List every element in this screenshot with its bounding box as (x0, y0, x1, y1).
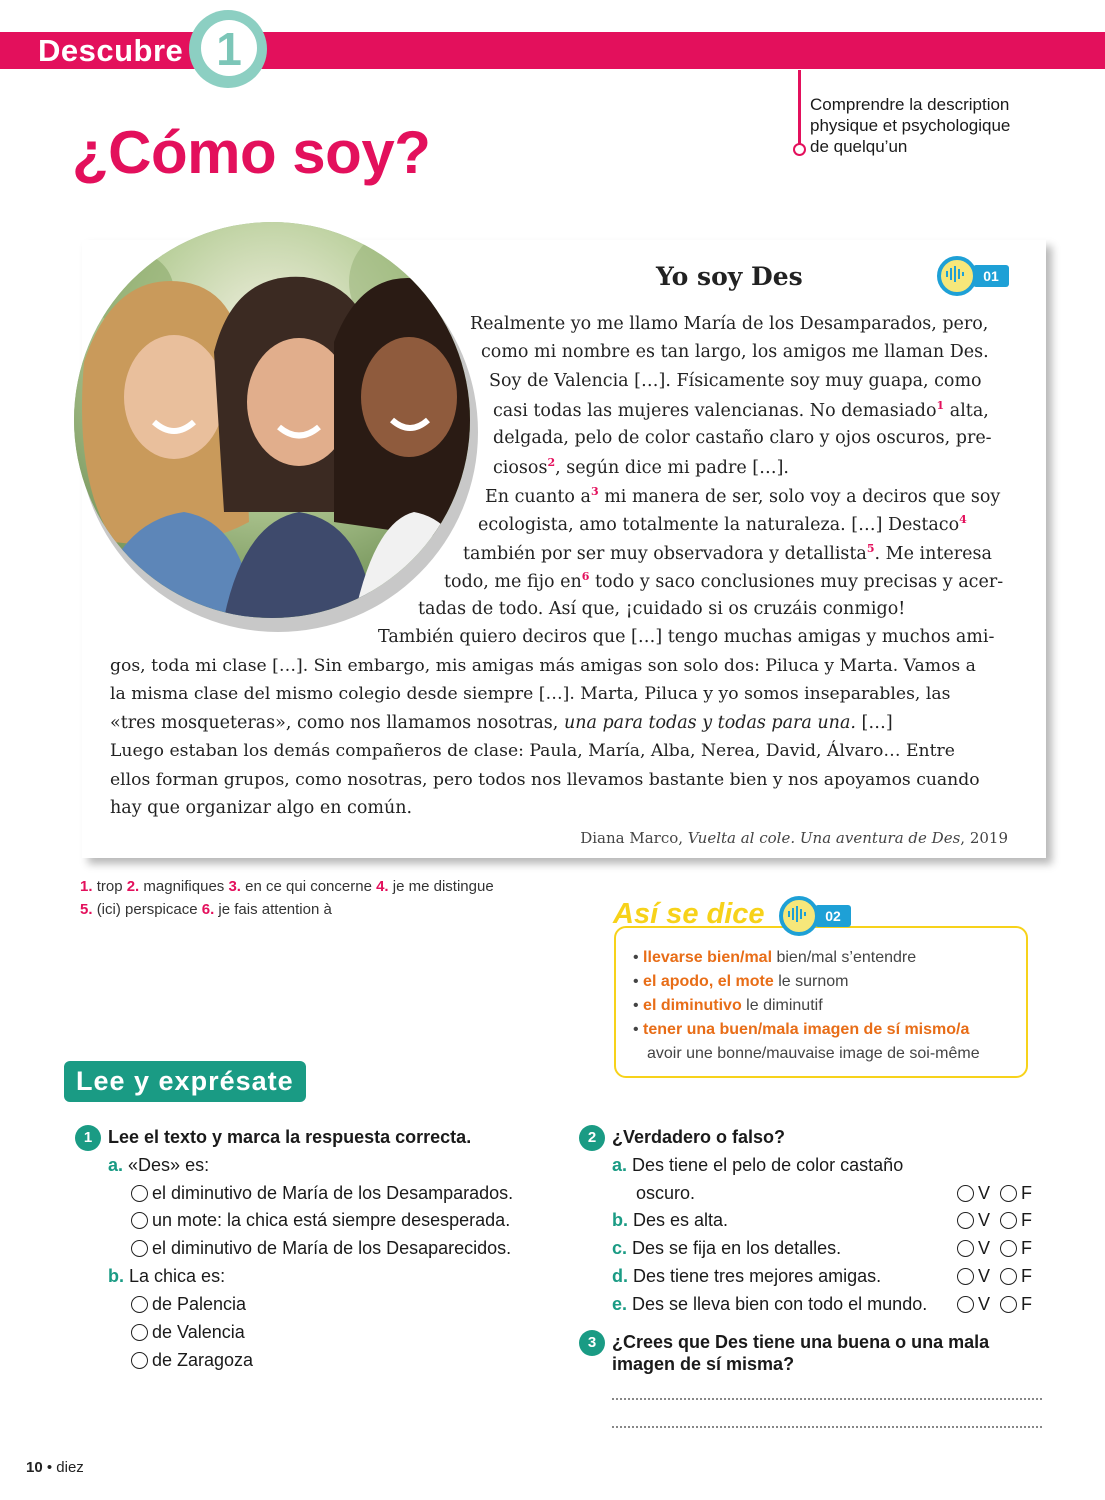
unit-number: 1 (201, 20, 257, 76)
reading-line: ciosos$^2$, según dice mi padre […]. (493, 456, 789, 478)
exercise-2-number: 2 (579, 1125, 605, 1151)
vf-item-d: d. Des tiene tres mejores amigas. (612, 1266, 882, 1286)
radio-button[interactable] (131, 1324, 148, 1341)
section-header: Lee y exprésate (64, 1061, 306, 1102)
radio-false[interactable] (1000, 1240, 1017, 1257)
radio-button[interactable] (131, 1352, 148, 1369)
reading-line: como mi nombre es tan largo, los amigos me llaman Des. (481, 342, 989, 362)
list-item: • el diminutivo le diminutif (633, 997, 823, 1014)
objective-dot (793, 143, 806, 156)
option-1b-2[interactable]: de Valencia (131, 1322, 245, 1343)
waveform-icon (787, 906, 809, 922)
reading-line: también por ser muy observadora y detallista$^5$. Me interesa (463, 542, 992, 564)
reading-line: ecologista, amo totalmente la naturaleza. […] Destaco$^4$ (478, 513, 967, 535)
reading-line: En cuanto a$^3$ mi manera de ser, solo voy a deciros que soy (485, 485, 1001, 507)
vf-item-e: e. Des se lleva bien con todo el mundo. (612, 1294, 928, 1314)
reading-source: Diana Marco, Vuelta al cole. Una aventura de Des, 2019 (580, 829, 1008, 847)
reading-line: También quiero deciros que […] tengo muchas amigas y muchos ami- (378, 627, 995, 647)
vf-item-c: c. Des se fija en los detalles. (612, 1238, 842, 1258)
audio-track-number: 01 (973, 265, 1009, 287)
exercise-1b-prompt: b. La chica es: (108, 1266, 226, 1286)
vf-choice-c[interactable]: V F (957, 1238, 1032, 1259)
reading-line: «tres mosqueteras», como nos llamamos nosotras, una para todas y todas para una. […] (110, 713, 893, 733)
objective-text (810, 94, 1050, 157)
reading-line: Realmente yo me llamo María de los Desamparados, pero, (470, 314, 989, 334)
vf-choice-e[interactable]: V F (957, 1294, 1032, 1315)
exercise-1-question: Lee el texto y marca la respuesta correcta. (108, 1127, 472, 1147)
radio-false[interactable] (1000, 1185, 1017, 1202)
list-item: • llevarse bien/mal bien/mal s’entendre (633, 949, 917, 966)
objective-line-3: de quelqu’un (810, 137, 908, 156)
vf-choice-a[interactable]: V F (957, 1183, 1032, 1204)
radio-false[interactable] (1000, 1212, 1017, 1229)
reading-line: ellos forman grupos, como nosotras, pero todos nos llevamos bastante bien y nos apoyamos cuando (110, 770, 980, 790)
vf-item-a-cont: oscuro. (636, 1183, 696, 1203)
footnotes: 1. trop 2. magnifiques 3. en ce qui concerne 4. je me distingue 5. (ici) perspicace 6. je fais attention à (80, 878, 494, 918)
vf-item-a: a. Des tiene el pelo de color castaño (612, 1155, 904, 1175)
radio-button[interactable] (131, 1240, 148, 1257)
audio-track-02[interactable] (779, 896, 841, 930)
waveform-icon (945, 266, 967, 282)
radio-button[interactable] (131, 1212, 148, 1229)
page-title: ¿Cómo soy? (72, 119, 431, 186)
radio-false[interactable] (1000, 1268, 1017, 1285)
page-number: 10 • diez (26, 1459, 84, 1476)
radio-true[interactable] (957, 1212, 974, 1229)
reading-line: casi todas las mujeres valencianas. No demasiado$^1$ alta, (493, 399, 989, 421)
vf-item-b: b. Des es alta. (612, 1210, 729, 1230)
asi-se-dice-list (633, 946, 980, 1066)
reading-line: tadas de todo. Así que, ¡cuidado si os cruzáis conmigo! (418, 599, 906, 619)
radio-true[interactable] (957, 1296, 974, 1313)
radio-button[interactable] (131, 1185, 148, 1202)
list-item-meaning: avoir une bonne/mauvaise image de soi-même (647, 1045, 980, 1062)
reading-line: la misma clase del mismo colegio desde siempre […]. Marta, Piluca y yo somos inseparables, las (110, 684, 951, 704)
reading-line: delgada, pelo de color castaño claro y ojos oscuros, pre- (493, 428, 992, 448)
radio-true[interactable] (957, 1268, 974, 1285)
reading-line: Soy de Valencia […]. Físicamente soy muy guapa, como (489, 371, 982, 391)
option-1b-1[interactable]: de Palencia (131, 1294, 246, 1315)
radio-false[interactable] (1000, 1296, 1017, 1313)
reading-line: gos, toda mi clase […]. Sin embargo, mis amigas más amigas son solo dos: Piluca y Marta. Vamos a (110, 656, 976, 676)
exercise-3-question-2: imagen de sí misma? (612, 1354, 795, 1374)
radio-true[interactable] (957, 1185, 974, 1202)
photo-illustration (74, 222, 470, 618)
section-label: Descubre (38, 33, 184, 68)
reading-line: Luego estaban los demás compañeros de clase: Paula, María, Alba, Nerea, David, Álvaro… Entre (110, 741, 955, 761)
option-1a-1[interactable]: el diminutivo de María de los Desamparados. (131, 1183, 513, 1204)
vf-choice-b[interactable]: V F (957, 1210, 1032, 1231)
reading-line: todo, me fijo en$^6$ todo y saco conclusiones muy precisas y acer- (444, 570, 1004, 592)
exercise-3-question-1: ¿Crees que Des tiene una buena o una mala (612, 1332, 990, 1352)
option-1a-3[interactable]: el diminutivo de María de los Desaparecidos. (131, 1238, 511, 1259)
objective-line-1: Comprendre la description (810, 95, 1010, 114)
exercise-3-number: 3 (579, 1330, 605, 1356)
radio-true[interactable] (957, 1240, 974, 1257)
radio-button[interactable] (131, 1296, 148, 1313)
reading-title: Yo soy Des (656, 262, 803, 291)
objective-line (798, 70, 801, 146)
option-1b-3[interactable]: de Zaragoza (131, 1350, 253, 1371)
reading-line: hay que organizar algo en común. (110, 798, 413, 818)
answer-line[interactable] (612, 1398, 1042, 1400)
exercise-1-number: 1 (75, 1125, 101, 1151)
exercise-1a-prompt: a. «Des» es: (108, 1155, 210, 1175)
objective-line-2: physique et psychologique (810, 116, 1011, 135)
option-1a-2[interactable]: un mote: la chica está siempre desesperada. (131, 1210, 510, 1231)
exercise-2-question: ¿Verdadero o falso? (612, 1127, 786, 1147)
girls-photo (74, 222, 470, 618)
answer-line[interactable] (612, 1426, 1042, 1428)
asi-se-dice-title: Así se dice (613, 898, 765, 930)
list-item: • el apodo, el mote le surnom (633, 973, 849, 990)
audio-track-01[interactable] (937, 256, 999, 290)
vf-choice-d[interactable]: V F (957, 1266, 1032, 1287)
list-item: • tener una buen/mala imagen de sí mismo/a (633, 1021, 970, 1038)
audio-track-number: 02 (815, 905, 851, 927)
